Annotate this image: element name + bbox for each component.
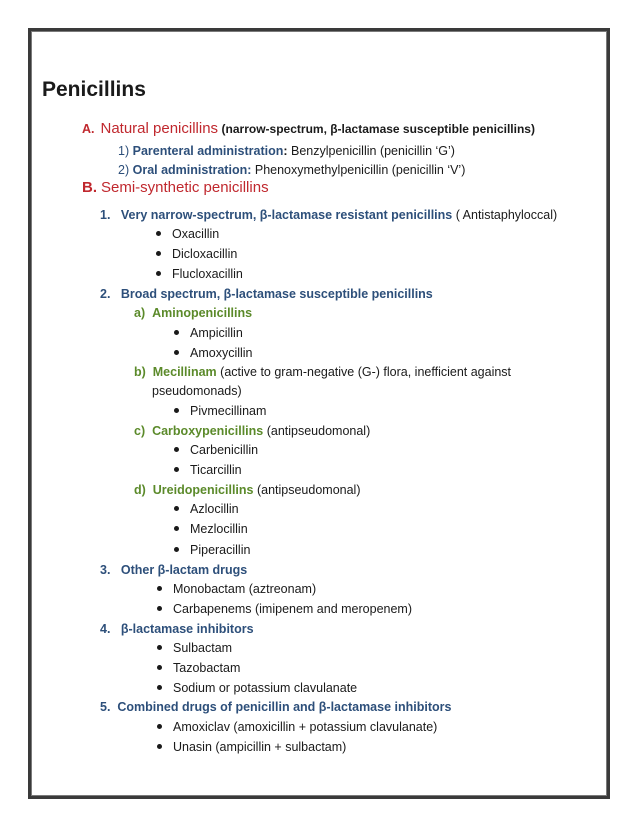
- list-item: Amoxycillin: [174, 345, 253, 361]
- list-item: Ampicillin: [174, 325, 243, 341]
- bullet-icon: [174, 506, 179, 511]
- list-item: Azlocillin: [174, 501, 239, 517]
- section-b-title: Semi-synthetic penicillins: [101, 179, 269, 196]
- list-item: Mezlocillin: [174, 521, 248, 537]
- list-item: Amoxiclav (amoxicillin + potassium clavulanate): [157, 719, 437, 735]
- list-item: Flucloxacillin: [156, 266, 243, 282]
- section-a-item: 1) Parenteral administration: Benzylpenicillin (penicillin ‘G’): [118, 144, 455, 158]
- subgroup-heading: a) Aminopenicillins: [134, 306, 253, 320]
- list-item: Dicloxacillin: [156, 246, 237, 262]
- bullet-icon: [157, 685, 162, 690]
- bullet-icon: [157, 724, 162, 729]
- bullet-icon: [174, 547, 179, 552]
- list-item: Pivmecillinam: [174, 403, 266, 419]
- list-item: Carbapenems (imipenem and meropenem): [157, 601, 412, 617]
- section-a-title: Natural penicillins: [100, 120, 219, 137]
- subgroup-heading: c) Carboxypenicillins (antipseudomonal): [134, 424, 371, 438]
- bullet-icon: [174, 447, 179, 452]
- list-item: Ticarcillin: [174, 462, 242, 478]
- bullet-icon: [157, 665, 162, 670]
- bullet-icon: [174, 408, 179, 413]
- bullet-icon: [156, 251, 161, 256]
- bullet-icon: [157, 645, 162, 650]
- list-item: Tazobactam: [157, 660, 240, 676]
- subgroup-heading: d) Ureidopenicillins (antipseudomonal): [134, 483, 361, 497]
- bullet-icon: [157, 606, 162, 611]
- page-title: Penicillins: [42, 78, 146, 101]
- bullet-icon: [156, 271, 161, 276]
- bullet-icon: [174, 467, 179, 472]
- bullet-icon: [174, 330, 179, 335]
- section-a-heading: [82, 121, 535, 137]
- bullet-icon: [174, 526, 179, 531]
- group-heading: 1. Very narrow-spectrum, β-lactamase resistant penicillins ( Antistaphyloccal): [100, 208, 558, 222]
- list-item: Piperacillin: [174, 542, 250, 558]
- list-item: Unasin (ampicillin + sulbactam): [157, 739, 346, 755]
- list-item: Oxacillin: [156, 226, 219, 242]
- group-heading: 5. Combined drugs of penicillin and β-lactamase inhibitors: [100, 700, 452, 714]
- list-item: Sodium or potassium clavulanate: [157, 680, 357, 696]
- section-b-heading: [82, 180, 269, 196]
- bullet-icon: [157, 744, 162, 749]
- bullet-icon: [157, 586, 162, 591]
- list-item: Carbenicillin: [174, 442, 258, 458]
- group-heading: 2. Broad spectrum, β-lactamase susceptible penicillins: [100, 287, 433, 301]
- section-a-item: 2) Oral administration: Phenoxymethylpenicillin (penicillin ‘V’): [118, 163, 466, 177]
- section-a-description: (narrow-spectrum, β-lactamase susceptible penicillins): [221, 122, 535, 136]
- group-heading: 4. β-lactamase inhibitors: [100, 622, 254, 636]
- group-heading: 3. Other β-lactam drugs: [100, 563, 248, 577]
- subgroup-note-continued: pseudomonads): [152, 384, 242, 398]
- bullet-icon: [174, 350, 179, 355]
- list-item: Monobactam (aztreonam): [157, 581, 316, 597]
- list-item: Sulbactam: [157, 640, 232, 656]
- bullet-icon: [156, 231, 161, 236]
- section-b-marker: B.: [82, 179, 97, 196]
- subgroup-heading: b) Mecillinam (active to gram-negative (G-) flora, inefficient against: [134, 365, 512, 379]
- section-a-marker: A.: [82, 122, 95, 136]
